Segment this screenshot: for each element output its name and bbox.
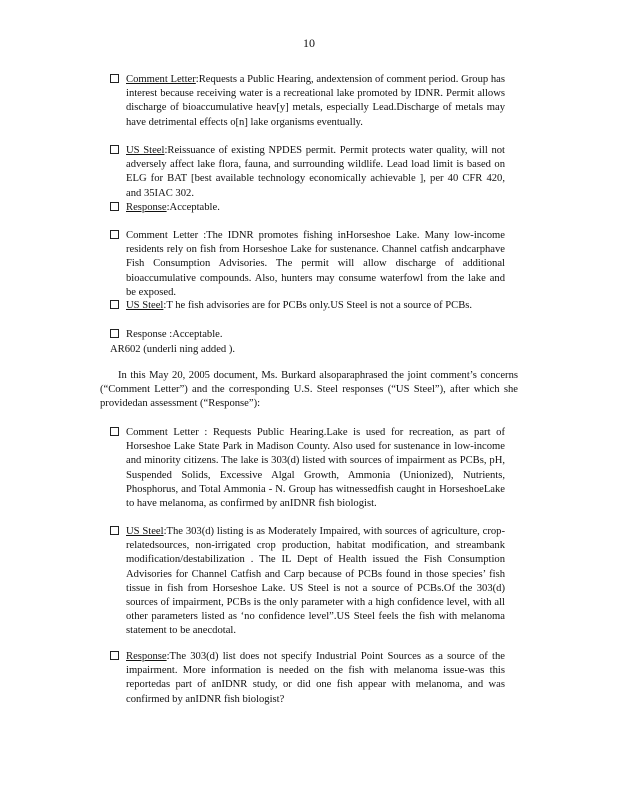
bullet-icon	[110, 202, 119, 211]
item-text: :The 303(d) list does not specify Industrial Point Sources as a source of the impairment. More information is needed on the fish with melanoma issue-was this reportedas part of anIDNR study, or did one fish appear with melanoma, and was confirmed by anIDNR fish biologist?	[126, 651, 505, 705]
item-text: :Reissuance of existing NPDES permit. Permit protects water quality, will not adversely affect lake flora, fauna, and surrounding wildlife. Lead load limit is based on ELG for BAT [best available technology economically achievable ], per 40 CFR 420, and 35IAC 302.	[126, 145, 505, 199]
item-label: Response	[126, 651, 167, 662]
item-text: :Requests a Public Hearing, andextension of comment period. Group has interest because receiving water is a recreational lake promoted by IDNR. Permit allows discharge of bioaccumulative heav[y] metals, especially Lead.Discharge of metals may have detrimental effects o[n] lake organisms eventually.	[126, 74, 505, 128]
bullet-icon	[110, 300, 119, 309]
item-text: Comment Letter :The IDNR promotes fishing inHorseshoe Lake. Many low-income residents rely on fish from Horseshoe Lake for sustenance. Channel catfish andcarphave Fish Consumption Advisories. The permit will allow discharge of additional bioaccumulative compounds. Also, hunters may consume waterfowl from the lake and be exposed.	[126, 230, 505, 298]
list-item	[110, 229, 505, 299]
list-item	[110, 525, 505, 650]
item-text: :Acceptable.	[166, 202, 220, 213]
bullet-icon	[110, 526, 119, 535]
item-text: :The 303(d) listing is as Moderately Impaired, with sources of agriculture, crop-relatedsources, non-irrigated crop production, habitat modification, and streambank modification/destabilization . The IL Dept of Health issued the Fish Consumption Advisories for Channel Catfish and Carp because of PCBs found in those species’ fish tissue in fish from Horseshoe Lake. US Steel is not a source of PCBs.Of the 303(d) sources of impairment, PCBs is the only parameter with a high confidence level, with all other parameters listed as ‘no confidence level”.US Steel feels the fish with melanoma statement to be anecdotal.	[126, 526, 505, 637]
list-item	[110, 328, 505, 344]
list-item	[110, 426, 505, 526]
body-paragraph	[100, 369, 518, 412]
bullet-icon	[110, 329, 119, 338]
ar-note: AR602 (underli ning added ).	[110, 344, 236, 355]
item-label: Response	[126, 202, 167, 213]
page-number: 10	[303, 36, 315, 50]
list-item	[110, 299, 505, 329]
item-text: Response :Acceptable.	[126, 329, 223, 340]
list-item	[110, 650, 505, 710]
bullet-icon	[110, 651, 119, 660]
item-label: Comment Letter	[126, 74, 196, 85]
item-label: US Steel	[126, 526, 164, 537]
list-item	[110, 201, 505, 217]
bullet-icon	[110, 145, 119, 154]
bullet-icon	[110, 230, 119, 239]
item-label: US Steel	[126, 300, 164, 311]
item-label: US Steel	[126, 145, 165, 156]
bullet-icon	[110, 74, 119, 83]
list-item	[110, 73, 505, 143]
item-text: Comment Letter : Requests Public Hearing.Lake is used for recreation, as part of Horseshoe Lake State Park in Madison County. Also used for sustenance in low-income and minority citizens. The lake is 303(d) listed with sources of impairment as PCBs, pH, Suspended Solids, Excessive Algal Growth, Ammonia (Unionized), Nutrients, Phosphorus, and Total Ammonia - N. Group has witnessedfish caught in HorseshoeLake to have melanoma, as confirmed by anIDNR fish biologist.	[126, 427, 505, 510]
bullet-icon	[110, 427, 119, 436]
list-item	[110, 144, 505, 202]
item-text: :T he fish advisories are for PCBs only.US Steel is not a source of PCBs.	[163, 300, 473, 311]
paragraph-text: In this May 20, 2005 document, Ms. Burkard alsoparaphrased the joint comment’s concerns (“Comment Letter”) and the corresponding U.S. Steel responses (“US Steel”), after which she providedan assessment (“Response”):	[100, 370, 518, 410]
